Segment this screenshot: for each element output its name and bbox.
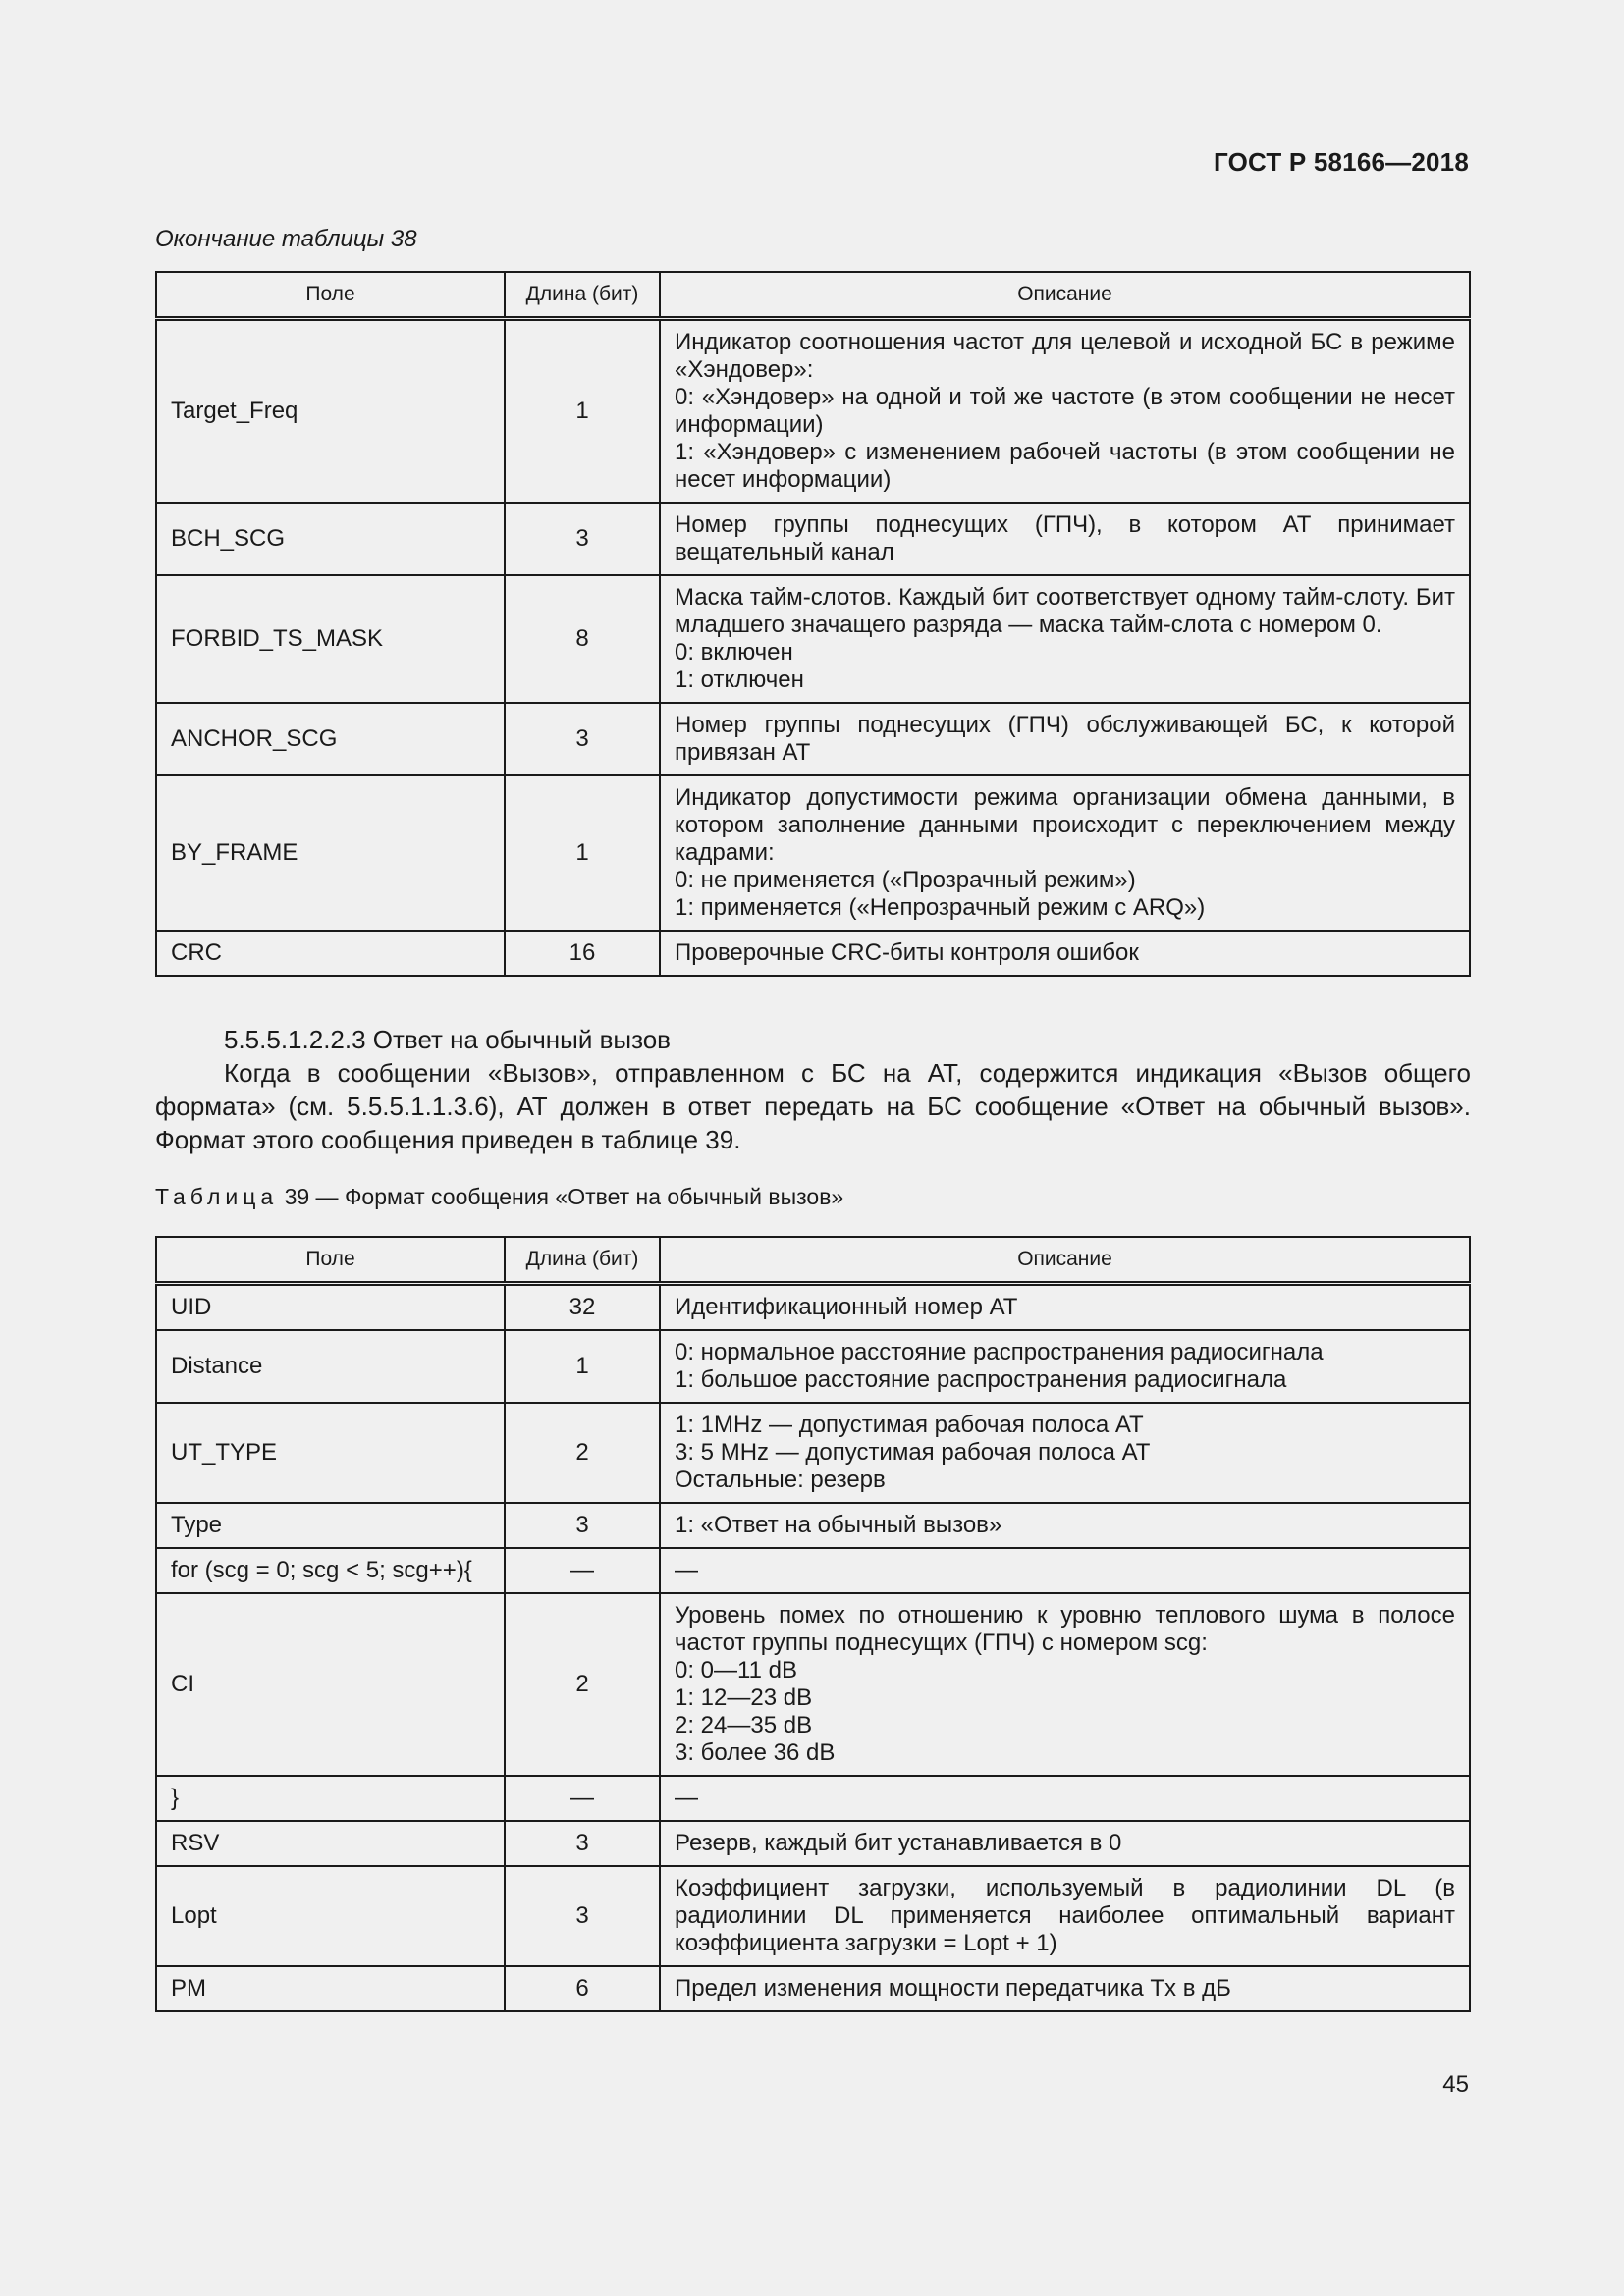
field-name-cell: UT_TYPE <box>156 1403 505 1503</box>
field-name-cell: ANCHOR_SCG <box>156 703 505 775</box>
description-cell <box>660 575 1470 703</box>
table-header-row <box>156 1237 1470 1284</box>
field-name-cell: PM <box>156 1966 505 2011</box>
bit-length-cell: 3 <box>505 503 660 575</box>
description-line: 3: 5 MHz — допустимая рабочая полоса АТ <box>675 1439 1151 1466</box>
description-cell <box>660 703 1470 775</box>
column-header-length: Длина (бит) <box>505 1237 660 1284</box>
description-line: 1: отключен <box>675 667 804 693</box>
description-cell <box>660 1966 1470 2011</box>
description-cell <box>660 775 1470 931</box>
description-line: Индикатор соотношения частот для целевой и исходной БС в режиме «Хэндовер»: <box>675 329 1455 383</box>
field-name-cell: RSV <box>156 1821 505 1866</box>
description-line: — <box>675 1557 698 1583</box>
description-line: Резерв, каждый бит устанавливается в 0 <box>675 1830 1122 1856</box>
section-paragraph: Когда в сообщении «Вызов», отправленном с БС на АТ, содержится индикация «Вызов общего формата» (см. 5.5.5.1.1.3.6), АТ должен в ответ передать на БС сообщение «Ответ на обычный вызов». Формат этого сообщения приведен в таблице 39. <box>155 1058 1471 1154</box>
field-name-cell: Type <box>156 1503 505 1548</box>
description-cell <box>660 319 1470 504</box>
description-line: 0: «Хэндовер» на одной и той же частоте (в этом сообщении не несет информации) <box>675 384 1455 438</box>
table-39-caption-label: Таблица <box>155 1184 279 1209</box>
description-line: 1: «Ответ на обычный вызов» <box>675 1512 1002 1538</box>
page-number: 45 <box>1442 2071 1469 2098</box>
description-line: Номер группы поднесущих (ГПЧ) обслуживающей БС, к которой привязан АТ <box>675 712 1455 766</box>
description-cell <box>660 1548 1470 1593</box>
bit-length-cell: 8 <box>505 575 660 703</box>
table-row <box>156 703 1470 775</box>
description-line: 1: 1MHz — допустимая рабочая полоса АТ <box>675 1412 1144 1438</box>
description-line: Коэффициент загрузки, используемый в радиолинии DL (в радиолинии DL применяется наиболее оптимальный вариант коэффициента загрузки = Lopt + 1) <box>675 1875 1455 1956</box>
table-39-caption-text: 39 — Формат сообщения «Ответ на обычный вызов» <box>284 1184 844 1209</box>
table-39-caption <box>155 1184 843 1210</box>
bit-length-cell: 1 <box>505 1330 660 1403</box>
table-row <box>156 775 1470 931</box>
description-line: 0: нормальное расстояние распространения радиосигнала <box>675 1339 1324 1365</box>
column-header-description: Описание <box>660 1237 1470 1284</box>
table-39 <box>155 1236 1471 2012</box>
table-row <box>156 503 1470 575</box>
bit-length-cell: 6 <box>505 1966 660 2011</box>
field-name-cell: FORBID_TS_MASK <box>156 575 505 703</box>
table-header-row <box>156 272 1470 319</box>
table-row <box>156 931 1470 976</box>
description-cell <box>660 1593 1470 1776</box>
column-header-field: Поле <box>156 1237 505 1284</box>
table-row <box>156 1593 1470 1776</box>
description-line: 0: 0—11 dB <box>675 1657 797 1683</box>
bit-length-cell: 2 <box>505 1593 660 1776</box>
field-name-cell: Target_Freq <box>156 319 505 504</box>
bit-length-cell: 3 <box>505 1503 660 1548</box>
description-cell <box>660 1821 1470 1866</box>
field-name-cell: CRC <box>156 931 505 976</box>
description-cell <box>660 1776 1470 1821</box>
bit-length-cell: — <box>505 1548 660 1593</box>
table-row <box>156 1776 1470 1821</box>
document-id: ГОСТ Р 58166—2018 <box>1214 147 1469 177</box>
field-name-cell: Lopt <box>156 1866 505 1966</box>
description-cell <box>660 1503 1470 1548</box>
field-name-cell: UID <box>156 1284 505 1331</box>
field-name-cell: BY_FRAME <box>156 775 505 931</box>
description-line: 3: более 36 dB <box>675 1739 836 1766</box>
column-header-description: Описание <box>660 272 1470 319</box>
bit-length-cell: 3 <box>505 1821 660 1866</box>
description-cell <box>660 1866 1470 1966</box>
description-line: 0: включен <box>675 639 793 666</box>
bit-length-cell: 16 <box>505 931 660 976</box>
description-line: Предел изменения мощности передатчика Tx в дБ <box>675 1975 1231 2002</box>
bit-length-cell: — <box>505 1776 660 1821</box>
description-line: — <box>675 1785 698 1811</box>
section-5-5-5-1-2-2-3 <box>155 1023 1471 1156</box>
description-line: Остальные: резерв <box>675 1467 886 1493</box>
table-38-continuation-caption: Окончание таблицы 38 <box>155 226 417 252</box>
bit-length-cell: 3 <box>505 703 660 775</box>
table-row <box>156 1966 1470 2011</box>
table-row <box>156 1548 1470 1593</box>
table-38 <box>155 271 1471 977</box>
table-row <box>156 1503 1470 1548</box>
description-line: Уровень помех по отношению к уровню теплового шума в полосе частот группы поднесущих (ГПЧ) с номером scg: <box>675 1602 1455 1656</box>
column-header-length: Длина (бит) <box>505 272 660 319</box>
bit-length-cell: 1 <box>505 775 660 931</box>
bit-length-cell: 3 <box>505 1866 660 1966</box>
description-cell <box>660 1330 1470 1403</box>
section-heading: 5.5.5.1.2.2.3 Ответ на обычный вызов <box>224 1025 671 1054</box>
description-line: Идентификационный номер АТ <box>675 1294 1018 1320</box>
description-line: 1: большое расстояние распространения радиосигнала <box>675 1366 1287 1393</box>
table-row <box>156 1403 1470 1503</box>
description-line: 1: применяется («Непрозрачный режим с ARQ») <box>675 894 1206 921</box>
field-name-cell: BCH_SCG <box>156 503 505 575</box>
column-header-field: Поле <box>156 272 505 319</box>
description-line: Проверочные CRC-биты контроля ошибок <box>675 939 1139 966</box>
bit-length-cell: 1 <box>505 319 660 504</box>
description-cell <box>660 503 1470 575</box>
description-line: Маска тайм-слотов. Каждый бит соответствует одному тайм-слоту. Бит младшего значащего разряда — маска тайм-слота с номером 0. <box>675 584 1455 638</box>
field-name-cell: for (scg = 0; scg < 5; scg++){ <box>156 1548 505 1593</box>
description-line: Номер группы поднесущих (ГПЧ), в котором АТ принимает вещательный канал <box>675 511 1455 565</box>
table-row <box>156 1866 1470 1966</box>
description-cell <box>660 1284 1470 1331</box>
field-name-cell: } <box>156 1776 505 1821</box>
description-line: 1: 12—23 dB <box>675 1684 813 1711</box>
description-cell <box>660 931 1470 976</box>
description-line: 2: 24—35 dB <box>675 1712 813 1738</box>
field-name-cell: Distance <box>156 1330 505 1403</box>
bit-length-cell: 2 <box>505 1403 660 1503</box>
table-row <box>156 1821 1470 1866</box>
description-cell <box>660 1403 1470 1503</box>
table-row <box>156 1330 1470 1403</box>
description-line: 1: «Хэндовер» с изменением рабочей частоты (в этом сообщении не несет информации) <box>675 439 1455 493</box>
table-row <box>156 1284 1470 1331</box>
description-line: Индикатор допустимости режима организации обмена данными, в котором заполнение данными происходит с переключением между кадрами: <box>675 784 1455 866</box>
bit-length-cell: 32 <box>505 1284 660 1331</box>
table-row <box>156 575 1470 703</box>
description-line: 0: не применяется («Прозрачный режим») <box>675 867 1136 893</box>
field-name-cell: CI <box>156 1593 505 1776</box>
table-row <box>156 319 1470 504</box>
